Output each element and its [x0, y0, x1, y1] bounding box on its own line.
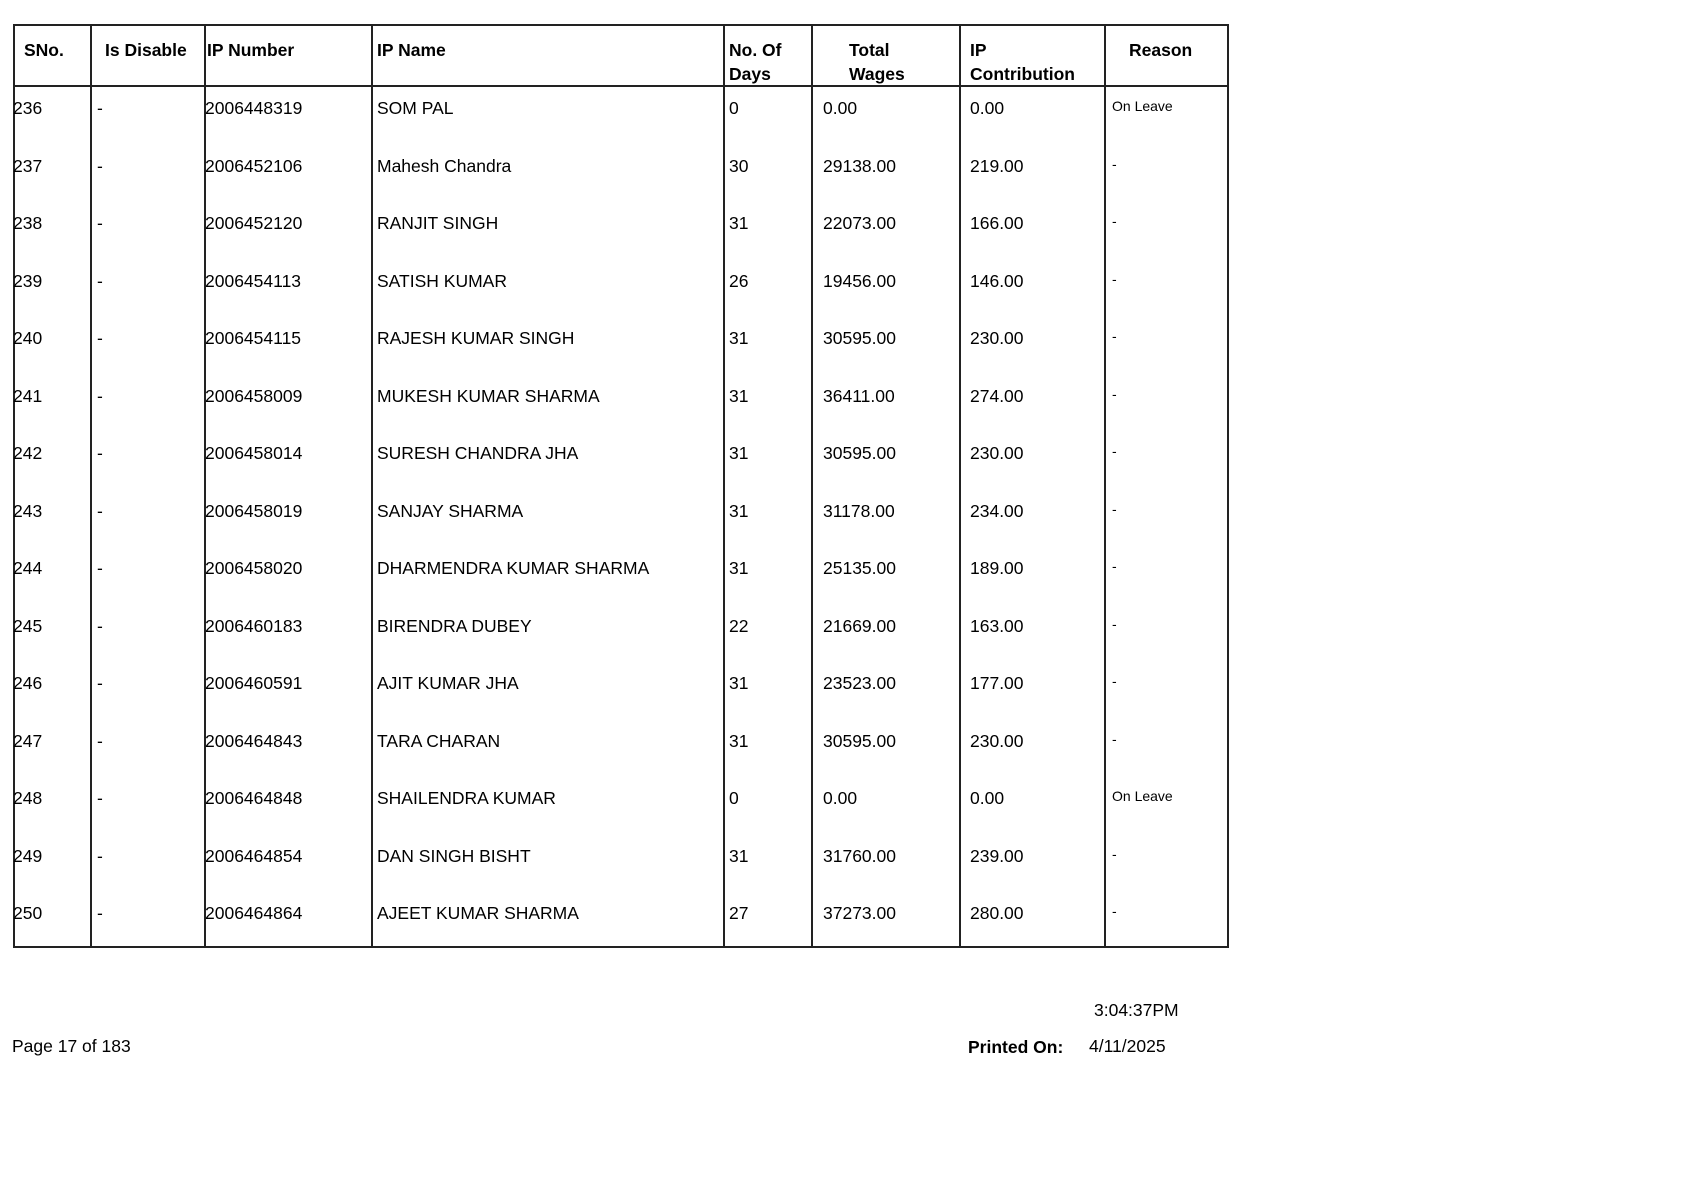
cell-ip-name: Mahesh Chandra: [377, 155, 512, 176]
cell-reason: -: [1112, 558, 1117, 574]
cell-wages: 22073.00: [823, 213, 896, 233]
cell-is-disable: -: [97, 903, 103, 923]
header-days: [729, 38, 782, 86]
cell-sno: 247: [13, 730, 43, 751]
cell-is-disable: -: [97, 558, 103, 578]
cell-sno: 248: [13, 788, 43, 808]
header-reason: Reason: [1129, 40, 1193, 60]
cell-wages: 23523.00: [823, 673, 896, 693]
table-row: [15, 720, 1227, 777]
header-ip-name: IP Name: [377, 40, 446, 60]
printed-on-label: Printed On:: [968, 1037, 1064, 1057]
cell-reason: On Leave: [1112, 98, 1173, 114]
header-contribution-line2: Contribution: [970, 64, 1075, 84]
cell-ip-name: SHAILENDRA KUMAR: [377, 788, 556, 808]
cell-is-disable: -: [97, 155, 103, 176]
cell-sno: 249: [13, 845, 43, 866]
cell-contribution: 230.00: [970, 730, 1024, 751]
cell-sno: 245: [13, 615, 43, 636]
cell-ip-name: AJEET KUMAR SHARMA: [377, 903, 579, 923]
cell-is-disable: -: [97, 673, 103, 693]
cell-contribution: 219.00: [970, 155, 1024, 176]
cell-ip-number: 2006452120: [205, 213, 303, 233]
header-ip-number: IP Number: [207, 40, 295, 60]
page-number: Page 17 of 183: [12, 1036, 131, 1056]
cell-contribution: 239.00: [970, 845, 1024, 866]
header-is-disable: Is Disable: [105, 40, 187, 60]
cell-wages: 36411.00: [823, 385, 895, 406]
header-wages: [849, 38, 905, 86]
header-contribution-line1: IP: [970, 40, 987, 60]
cell-is-disable: -: [97, 328, 103, 348]
header-contribution: [970, 38, 1075, 86]
cell-sno: 244: [13, 558, 43, 578]
cell-wages: 21669.00: [823, 615, 896, 636]
cell-contribution: 230.00: [970, 443, 1024, 463]
cell-ip-number: 2006452106: [205, 155, 303, 176]
cell-sno: 240: [13, 328, 43, 348]
cell-days: 30: [729, 155, 749, 176]
table-row: [15, 87, 1227, 144]
cell-days: 31: [729, 213, 749, 233]
contribution-table: [13, 24, 1229, 948]
cell-contribution: 0.00: [970, 788, 1005, 808]
cell-wages: 30595.00: [823, 443, 896, 463]
header-days-line1: No. Of: [729, 40, 782, 60]
cell-days: 26: [729, 270, 749, 291]
header-wages-line2: Wages: [849, 64, 905, 84]
cell-wages: 0.00: [823, 788, 858, 808]
cell-contribution: 146.00: [970, 270, 1024, 291]
cell-reason: -: [1112, 500, 1117, 517]
cell-wages: 30595.00: [823, 328, 896, 348]
cell-sno: 246: [13, 673, 43, 693]
cell-days: 31: [729, 328, 749, 348]
cell-ip-number: 2006464848: [205, 788, 303, 808]
table-row: [15, 260, 1227, 317]
cell-contribution: 280.00: [970, 903, 1024, 923]
cell-ip-name: RAJESH KUMAR SINGH: [377, 328, 575, 348]
cell-ip-number: 2006458009: [205, 385, 303, 406]
cell-ip-name: SOM PAL: [377, 98, 454, 118]
cell-reason: -: [1112, 213, 1117, 229]
cell-ip-name: RANJIT SINGH: [377, 213, 499, 233]
header-wages-line1: Total: [849, 40, 890, 60]
cell-is-disable: -: [97, 500, 103, 521]
cell-contribution: 189.00: [970, 558, 1024, 578]
cell-is-disable: -: [97, 615, 103, 636]
cell-reason: -: [1112, 385, 1117, 402]
table-row: [15, 777, 1227, 834]
cell-reason: -: [1112, 845, 1117, 862]
cell-reason: -: [1112, 155, 1117, 172]
cell-ip-number: 2006464843: [205, 730, 303, 751]
cell-wages: 31178.00: [823, 500, 895, 521]
cell-ip-name: SURESH CHANDRA JHA: [377, 443, 579, 463]
print-date: 4/11/2025: [1089, 1036, 1166, 1056]
cell-ip-number: 2006460183: [205, 615, 303, 636]
cell-sno: 236: [13, 98, 43, 118]
cell-ip-name: DAN SINGH BISHT: [377, 845, 531, 866]
cell-sno: 241: [13, 385, 43, 406]
table-row: [15, 605, 1227, 662]
cell-is-disable: -: [97, 270, 103, 291]
table-row: [15, 662, 1227, 719]
cell-days: 0: [729, 98, 739, 118]
cell-days: 31: [729, 845, 749, 866]
cell-reason: On Leave: [1112, 788, 1173, 804]
cell-ip-name: SATISH KUMAR: [377, 270, 507, 291]
cell-wages: 19456.00: [823, 270, 896, 291]
cell-reason: -: [1112, 730, 1117, 747]
cell-days: 31: [729, 730, 749, 751]
cell-reason: -: [1112, 673, 1117, 689]
header-days-line2: Days: [729, 64, 771, 84]
cell-contribution: 234.00: [970, 500, 1024, 521]
cell-reason: -: [1112, 270, 1117, 287]
cell-ip-number: 2006458014: [205, 443, 303, 463]
cell-days: 31: [729, 558, 749, 578]
cell-wages: 31760.00: [823, 845, 896, 866]
cell-ip-number: 2006454113: [205, 270, 302, 291]
cell-ip-number: 2006458020: [205, 558, 303, 578]
cell-ip-number: 2006464854: [205, 845, 303, 866]
cell-contribution: 166.00: [970, 213, 1024, 233]
cell-contribution: 274.00: [970, 385, 1024, 406]
table-row: [15, 547, 1227, 604]
table-row: [15, 145, 1227, 202]
cell-is-disable: -: [97, 98, 103, 118]
cell-ip-number: 2006454115: [205, 328, 302, 348]
cell-ip-name: TARA CHARAN: [377, 730, 501, 751]
cell-sno: 237: [13, 155, 43, 176]
cell-contribution: 163.00: [970, 615, 1024, 636]
table-row: [15, 432, 1227, 489]
cell-sno: 242: [13, 443, 43, 463]
cell-ip-number: 2006464864: [205, 903, 303, 923]
cell-sno: 243: [13, 500, 43, 521]
cell-ip-number: 2006460591: [205, 673, 303, 693]
cell-wages: 0.00: [823, 98, 858, 118]
table-row: [15, 490, 1227, 547]
cell-is-disable: -: [97, 385, 103, 406]
cell-is-disable: -: [97, 845, 103, 866]
print-time: 3:04:37PM: [1094, 1000, 1179, 1020]
cell-reason: -: [1112, 903, 1117, 919]
cell-sno: 239: [13, 270, 43, 291]
cell-wages: 29138.00: [823, 155, 896, 176]
header-sno: SNo.: [24, 40, 64, 60]
cell-sno: 250: [13, 903, 43, 923]
cell-ip-number: 2006448319: [205, 98, 303, 118]
cell-contribution: 230.00: [970, 328, 1024, 348]
cell-contribution: 177.00: [970, 673, 1024, 693]
cell-days: 31: [729, 385, 749, 406]
cell-days: 22: [729, 615, 749, 636]
cell-ip-name: BIRENDRA DUBEY: [377, 615, 532, 636]
cell-wages: 37273.00: [823, 903, 896, 923]
cell-ip-name: MUKESH KUMAR SHARMA: [377, 385, 600, 406]
cell-is-disable: -: [97, 443, 103, 463]
table-row: [15, 375, 1227, 432]
cell-wages: 25135.00: [823, 558, 896, 578]
cell-reason: -: [1112, 443, 1117, 459]
table-row: [15, 202, 1227, 259]
cell-wages: 30595.00: [823, 730, 896, 751]
cell-days: 27: [729, 903, 749, 923]
cell-contribution: 0.00: [970, 98, 1005, 118]
cell-is-disable: -: [97, 213, 103, 233]
cell-ip-number: 2006458019: [205, 500, 303, 521]
cell-reason: -: [1112, 328, 1117, 344]
table-row: [15, 892, 1227, 949]
cell-days: 0: [729, 788, 739, 808]
table-row: [15, 835, 1227, 892]
cell-sno: 238: [13, 213, 43, 233]
table-row: [15, 317, 1227, 374]
cell-reason: -: [1112, 615, 1117, 632]
cell-ip-name: AJIT KUMAR JHA: [377, 673, 519, 693]
cell-ip-name: SANJAY SHARMA: [377, 500, 524, 521]
cell-days: 31: [729, 500, 749, 521]
cell-days: 31: [729, 673, 749, 693]
cell-is-disable: -: [97, 730, 103, 751]
cell-is-disable: -: [97, 788, 103, 808]
cell-days: 31: [729, 443, 749, 463]
cell-ip-name: DHARMENDRA KUMAR SHARMA: [377, 558, 650, 578]
